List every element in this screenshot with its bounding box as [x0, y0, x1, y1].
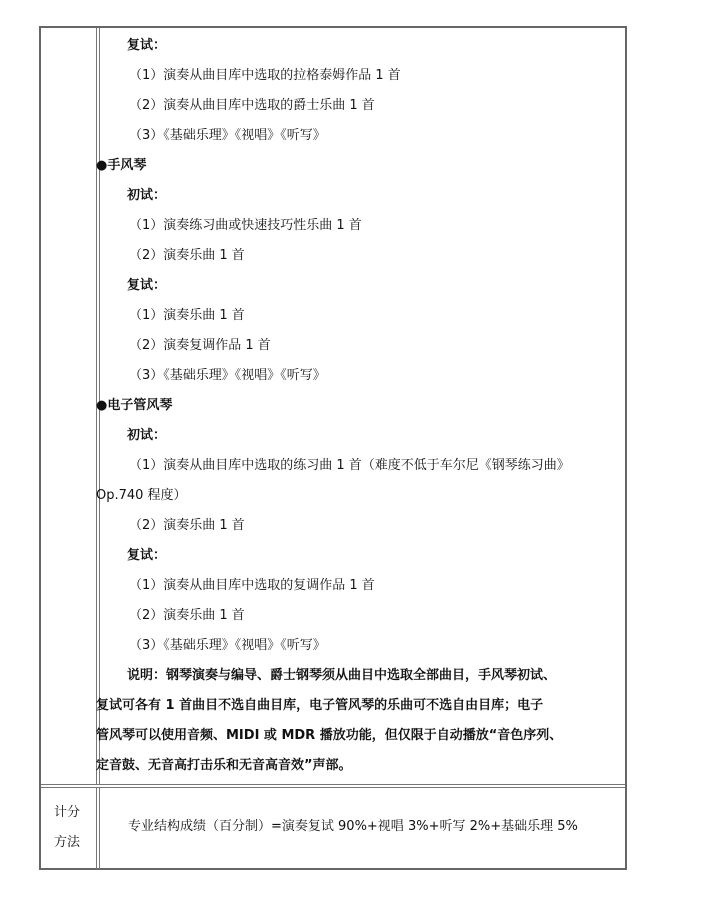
list-item: （3）《基础乐理》《视唱》《听写》 [129, 368, 326, 383]
row-divider [41, 784, 625, 788]
note-paragraph-line: 复试可各有 1 首曲目不选自曲目库，电子管风琴的乐曲可不选自由目库；电子 [96, 698, 544, 713]
list-item-continuation: Op.740 程度） [96, 488, 187, 503]
section-heading-electronic-organ: ●电子管风琴 [96, 398, 173, 413]
scoring-formula: 专业结构成绩（百分制）=演奏复试 90%+视唱 3%+听写 2%+基础乐理 5% [128, 819, 578, 834]
retest-heading: 复试： [127, 548, 167, 563]
note-paragraph-line: 管风琴可以使用音频、MIDI 或 MDR 播放功能，但仅限于自动播放“音色序列、 [96, 728, 563, 743]
list-item: （2）演奏从曲目库中选取的爵士乐曲 1 首 [129, 98, 375, 113]
list-item: （2）演奏乐曲 1 首 [129, 518, 245, 533]
list-item: （2）演奏乐曲 1 首 [129, 248, 245, 263]
preliminary-heading: 初试： [127, 188, 167, 203]
retest-heading: 复试： [127, 38, 167, 53]
list-item: （2）演奏复调作品 1 首 [129, 338, 271, 353]
scoring-label-line1: 计分 [53, 805, 80, 820]
list-item: （1）演奏从曲目库中选取的练习曲 1 首（难度不低于车尔尼《钢琴练习曲》 [129, 458, 570, 473]
list-item: （1）演奏从曲目库中选取的拉格泰姆作品 1 首 [129, 68, 401, 83]
retest-heading: 复试： [127, 278, 167, 293]
scoring-label-line2: 方法 [53, 835, 80, 850]
list-item: （2）演奏乐曲 1 首 [129, 608, 245, 623]
list-item: （1）演奏乐曲 1 首 [129, 308, 245, 323]
column-divider-bottom [96, 788, 100, 870]
list-item: （3）《基础乐理》《视唱》《听写》 [129, 638, 326, 653]
note-paragraph-line: 说明：钢琴演奏与编导、爵士钢琴须从曲目中选取全部曲目，手风琴初试、 [127, 668, 557, 683]
note-paragraph-line: 定音鼓、无音高打击乐和无音高音效”声部。 [96, 758, 352, 773]
list-item: （1）演奏练习曲或快速技巧性乐曲 1 首 [129, 218, 362, 233]
list-item: （3）《基础乐理》《视唱》《听写》 [129, 128, 326, 143]
preliminary-heading: 初试： [127, 428, 167, 443]
section-heading-accordion: ●手风琴 [96, 158, 147, 173]
list-item: （1）演奏从曲目库中选取的复调作品 1 首 [129, 578, 375, 593]
